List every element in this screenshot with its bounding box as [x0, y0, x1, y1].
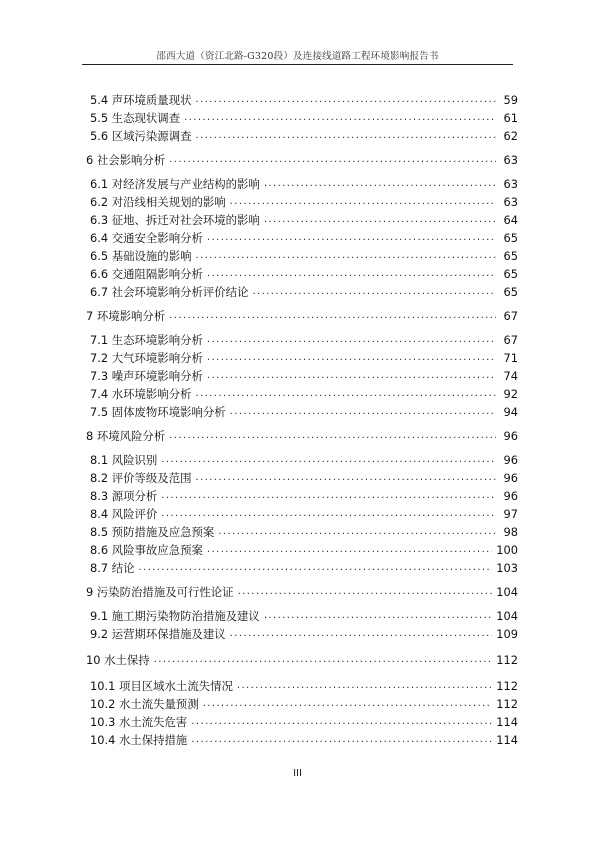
- toc-leader-dots: [169, 308, 496, 324]
- toc-entry-title: 5.5 生态现状调查: [90, 111, 181, 125]
- page-header-title: 邵西大道（资江北路-G320段）及连接线道路工程环境影响报告书: [156, 51, 439, 62]
- toc-entry[interactable]: [90, 626, 518, 642]
- toc-entry[interactable]: [90, 678, 518, 694]
- toc-entry-title: 6.7 社会环境影响分析评价结论: [90, 285, 249, 299]
- toc-entry[interactable]: [90, 332, 518, 348]
- toc-entry-title: 9 污染防治措施及可行性论证: [86, 585, 234, 599]
- toc-leader-dots: [154, 652, 493, 668]
- toc-entry-page: 109: [496, 627, 518, 641]
- toc-leader-dots: [161, 452, 496, 468]
- toc-entry-page: 112: [496, 679, 518, 693]
- toc-entry[interactable]: [86, 584, 518, 600]
- toc-entry[interactable]: [90, 696, 518, 712]
- toc-leader-dots: [139, 560, 493, 576]
- toc-entry-page: 92: [503, 387, 518, 401]
- toc-entry-page: 65: [503, 267, 518, 281]
- toc-leader-dots: [207, 230, 496, 246]
- toc-entry-title: 7.3 噪声环境影响分析: [90, 369, 203, 383]
- toc-entry-title: 8.2 评价等级及范围: [90, 471, 192, 485]
- toc-entry-title: 9.1 施工期污染物防治措施及建议: [90, 609, 260, 623]
- toc-entry[interactable]: [90, 284, 518, 300]
- toc-entry-page: 61: [503, 111, 518, 125]
- toc-leader-dots: [230, 626, 493, 642]
- toc-entry-title: 6.1 对经济发展与产业结构的影响: [90, 177, 260, 191]
- toc-leader-dots: [184, 110, 496, 126]
- toc-entry[interactable]: [90, 266, 518, 282]
- toc-entry[interactable]: [86, 652, 518, 668]
- toc-entry-title: 6 社会影响分析: [86, 153, 166, 167]
- toc-entry[interactable]: [90, 176, 518, 192]
- toc-leader-dots: [230, 404, 496, 420]
- toc-entry-title: 10.1 项目区域水土流失情况: [90, 679, 233, 693]
- toc-leader-dots: [191, 732, 492, 748]
- toc-leader-dots: [264, 608, 492, 624]
- toc-leader-dots: [195, 386, 496, 402]
- toc-entry-page: 104: [496, 585, 518, 599]
- toc-entry-title: 8 环境风险分析: [86, 429, 166, 443]
- toc-entry[interactable]: [90, 92, 518, 108]
- toc-leader-dots: [195, 470, 496, 486]
- toc-entry-title: 5.4 声环境质量现状: [90, 93, 192, 107]
- toc-leader-dots: [218, 524, 496, 540]
- toc-leader-dots: [264, 212, 496, 228]
- toc-entry-title: 8.6 风险事故应急预案: [90, 543, 203, 557]
- toc-entry-page: 62: [503, 129, 518, 143]
- toc-entry-page: 112: [496, 653, 518, 667]
- toc-entry-page: 96: [503, 471, 518, 485]
- toc-leader-dots: [169, 428, 496, 444]
- toc-entry-page: 96: [503, 489, 518, 503]
- toc-entry-page: 67: [503, 309, 518, 323]
- toc-entry[interactable]: [90, 128, 518, 144]
- toc-leader-dots: [238, 584, 493, 600]
- toc-entry-title: 10 水土保持: [86, 653, 150, 667]
- toc-entry-page: 104: [496, 609, 518, 623]
- toc-entry[interactable]: [90, 488, 518, 504]
- toc-entry[interactable]: [90, 230, 518, 246]
- toc-leader-dots: [207, 350, 496, 366]
- toc-entry-page: 74: [503, 369, 518, 383]
- toc-entry-page: 65: [503, 231, 518, 245]
- toc-entry-page: 71: [503, 351, 518, 365]
- toc-entry[interactable]: [90, 452, 518, 468]
- toc-leader-dots: [195, 248, 496, 264]
- toc-entry[interactable]: [90, 194, 518, 210]
- toc-leader-dots: [252, 284, 496, 300]
- toc-entry[interactable]: [90, 560, 518, 576]
- toc-entry-page: 103: [496, 561, 518, 575]
- toc-entry[interactable]: [90, 368, 518, 384]
- toc-entry[interactable]: [90, 470, 518, 486]
- toc-entry-page: 100: [496, 543, 518, 557]
- toc-entry-title: 8.3 源项分析: [90, 489, 158, 503]
- toc-entry-title: 10.4 水土保持措施: [90, 733, 188, 747]
- toc-entry-page: 96: [503, 453, 518, 467]
- toc-entry[interactable]: [90, 248, 518, 264]
- toc-entry[interactable]: [90, 542, 518, 558]
- page-number: III: [293, 768, 302, 779]
- toc-entry-page: 65: [503, 285, 518, 299]
- toc-entry-page: 94: [503, 405, 518, 419]
- toc-entry-page: 59: [503, 93, 518, 107]
- toc-entry-title: 8.4 风险评价: [90, 507, 158, 521]
- toc-entry[interactable]: [90, 386, 518, 402]
- toc-entry[interactable]: [86, 308, 518, 324]
- toc-entry-title: 9.2 运营期环保措施及建议: [90, 627, 226, 641]
- toc-entry-title: 6.5 基础设施的影响: [90, 249, 192, 263]
- toc-leader-dots: [195, 128, 496, 144]
- toc-entry-page: 63: [503, 153, 518, 167]
- toc-leader-dots: [207, 542, 492, 558]
- toc-entry-title: 6.6 交通阻隔影响分析: [90, 267, 203, 281]
- toc-entry-title: 6.4 交通安全影响分析: [90, 231, 203, 245]
- toc-entry-title: 7.4 水环境影响分析: [90, 387, 192, 401]
- toc-entry[interactable]: [90, 350, 518, 366]
- toc-entry-title: 10.2 水土流失量预测: [90, 697, 199, 711]
- toc-entry-page: 98: [503, 525, 518, 539]
- toc-leader-dots: [207, 368, 496, 384]
- toc-entry-page: 114: [496, 715, 518, 729]
- toc-leader-dots: [237, 678, 492, 694]
- toc-entry[interactable]: [90, 608, 518, 624]
- toc-entry-page: 65: [503, 249, 518, 263]
- toc-entry-page: 112: [496, 697, 518, 711]
- toc-entry[interactable]: [90, 714, 518, 730]
- toc-entry-title: 8.5 预防措施及应急预案: [90, 525, 215, 539]
- toc-entry-title: 7.5 固体废物环境影响分析: [90, 405, 226, 419]
- toc-leader-dots: [169, 152, 496, 168]
- toc-entry[interactable]: [90, 110, 518, 126]
- toc-entry-title: 6.3 征地、拆迁对社会环境的影响: [90, 213, 260, 227]
- toc-leader-dots: [207, 332, 496, 348]
- toc-entry-title: 5.6 区域污染源调查: [90, 129, 192, 143]
- toc-entry-title: 7.1 生态环境影响分析: [90, 333, 203, 347]
- toc-leader-dots: [191, 714, 492, 730]
- toc-entry-title: 7 环境影响分析: [86, 309, 166, 323]
- toc-entry-page: 64: [503, 213, 518, 227]
- toc-entry-title: 6.2 对沿线相关规划的影响: [90, 195, 226, 209]
- toc-leader-dots: [195, 92, 496, 108]
- toc-entry-page: 97: [503, 507, 518, 521]
- toc-entry-page: 63: [503, 177, 518, 191]
- toc-entry[interactable]: [90, 212, 518, 228]
- toc-entry[interactable]: [86, 428, 518, 444]
- toc-leader-dots: [264, 176, 496, 192]
- toc-entry-page: 63: [503, 195, 518, 209]
- toc-leader-dots: [207, 266, 496, 282]
- toc-leader-dots: [161, 506, 496, 522]
- toc-entry[interactable]: [90, 404, 518, 420]
- toc-entry-title: 10.3 水土流失危害: [90, 715, 188, 729]
- toc-entry-title: 7.2 大气环境影响分析: [90, 351, 203, 365]
- toc-leader-dots: [203, 696, 493, 712]
- toc-entry[interactable]: [86, 152, 518, 168]
- toc-entry-title: 8.7 结论: [90, 561, 135, 575]
- toc-entry[interactable]: [90, 506, 518, 522]
- toc-entry-page: 114: [496, 733, 518, 747]
- toc-entry-page: 67: [503, 333, 518, 347]
- toc-entry-page: 96: [503, 429, 518, 443]
- toc-leader-dots: [230, 194, 496, 210]
- toc-entry-title: 8.1 风险识别: [90, 453, 158, 467]
- toc-leader-dots: [161, 488, 496, 504]
- toc-entry[interactable]: [90, 524, 518, 540]
- toc-entry[interactable]: [90, 732, 518, 748]
- header-rule: [82, 64, 513, 65]
